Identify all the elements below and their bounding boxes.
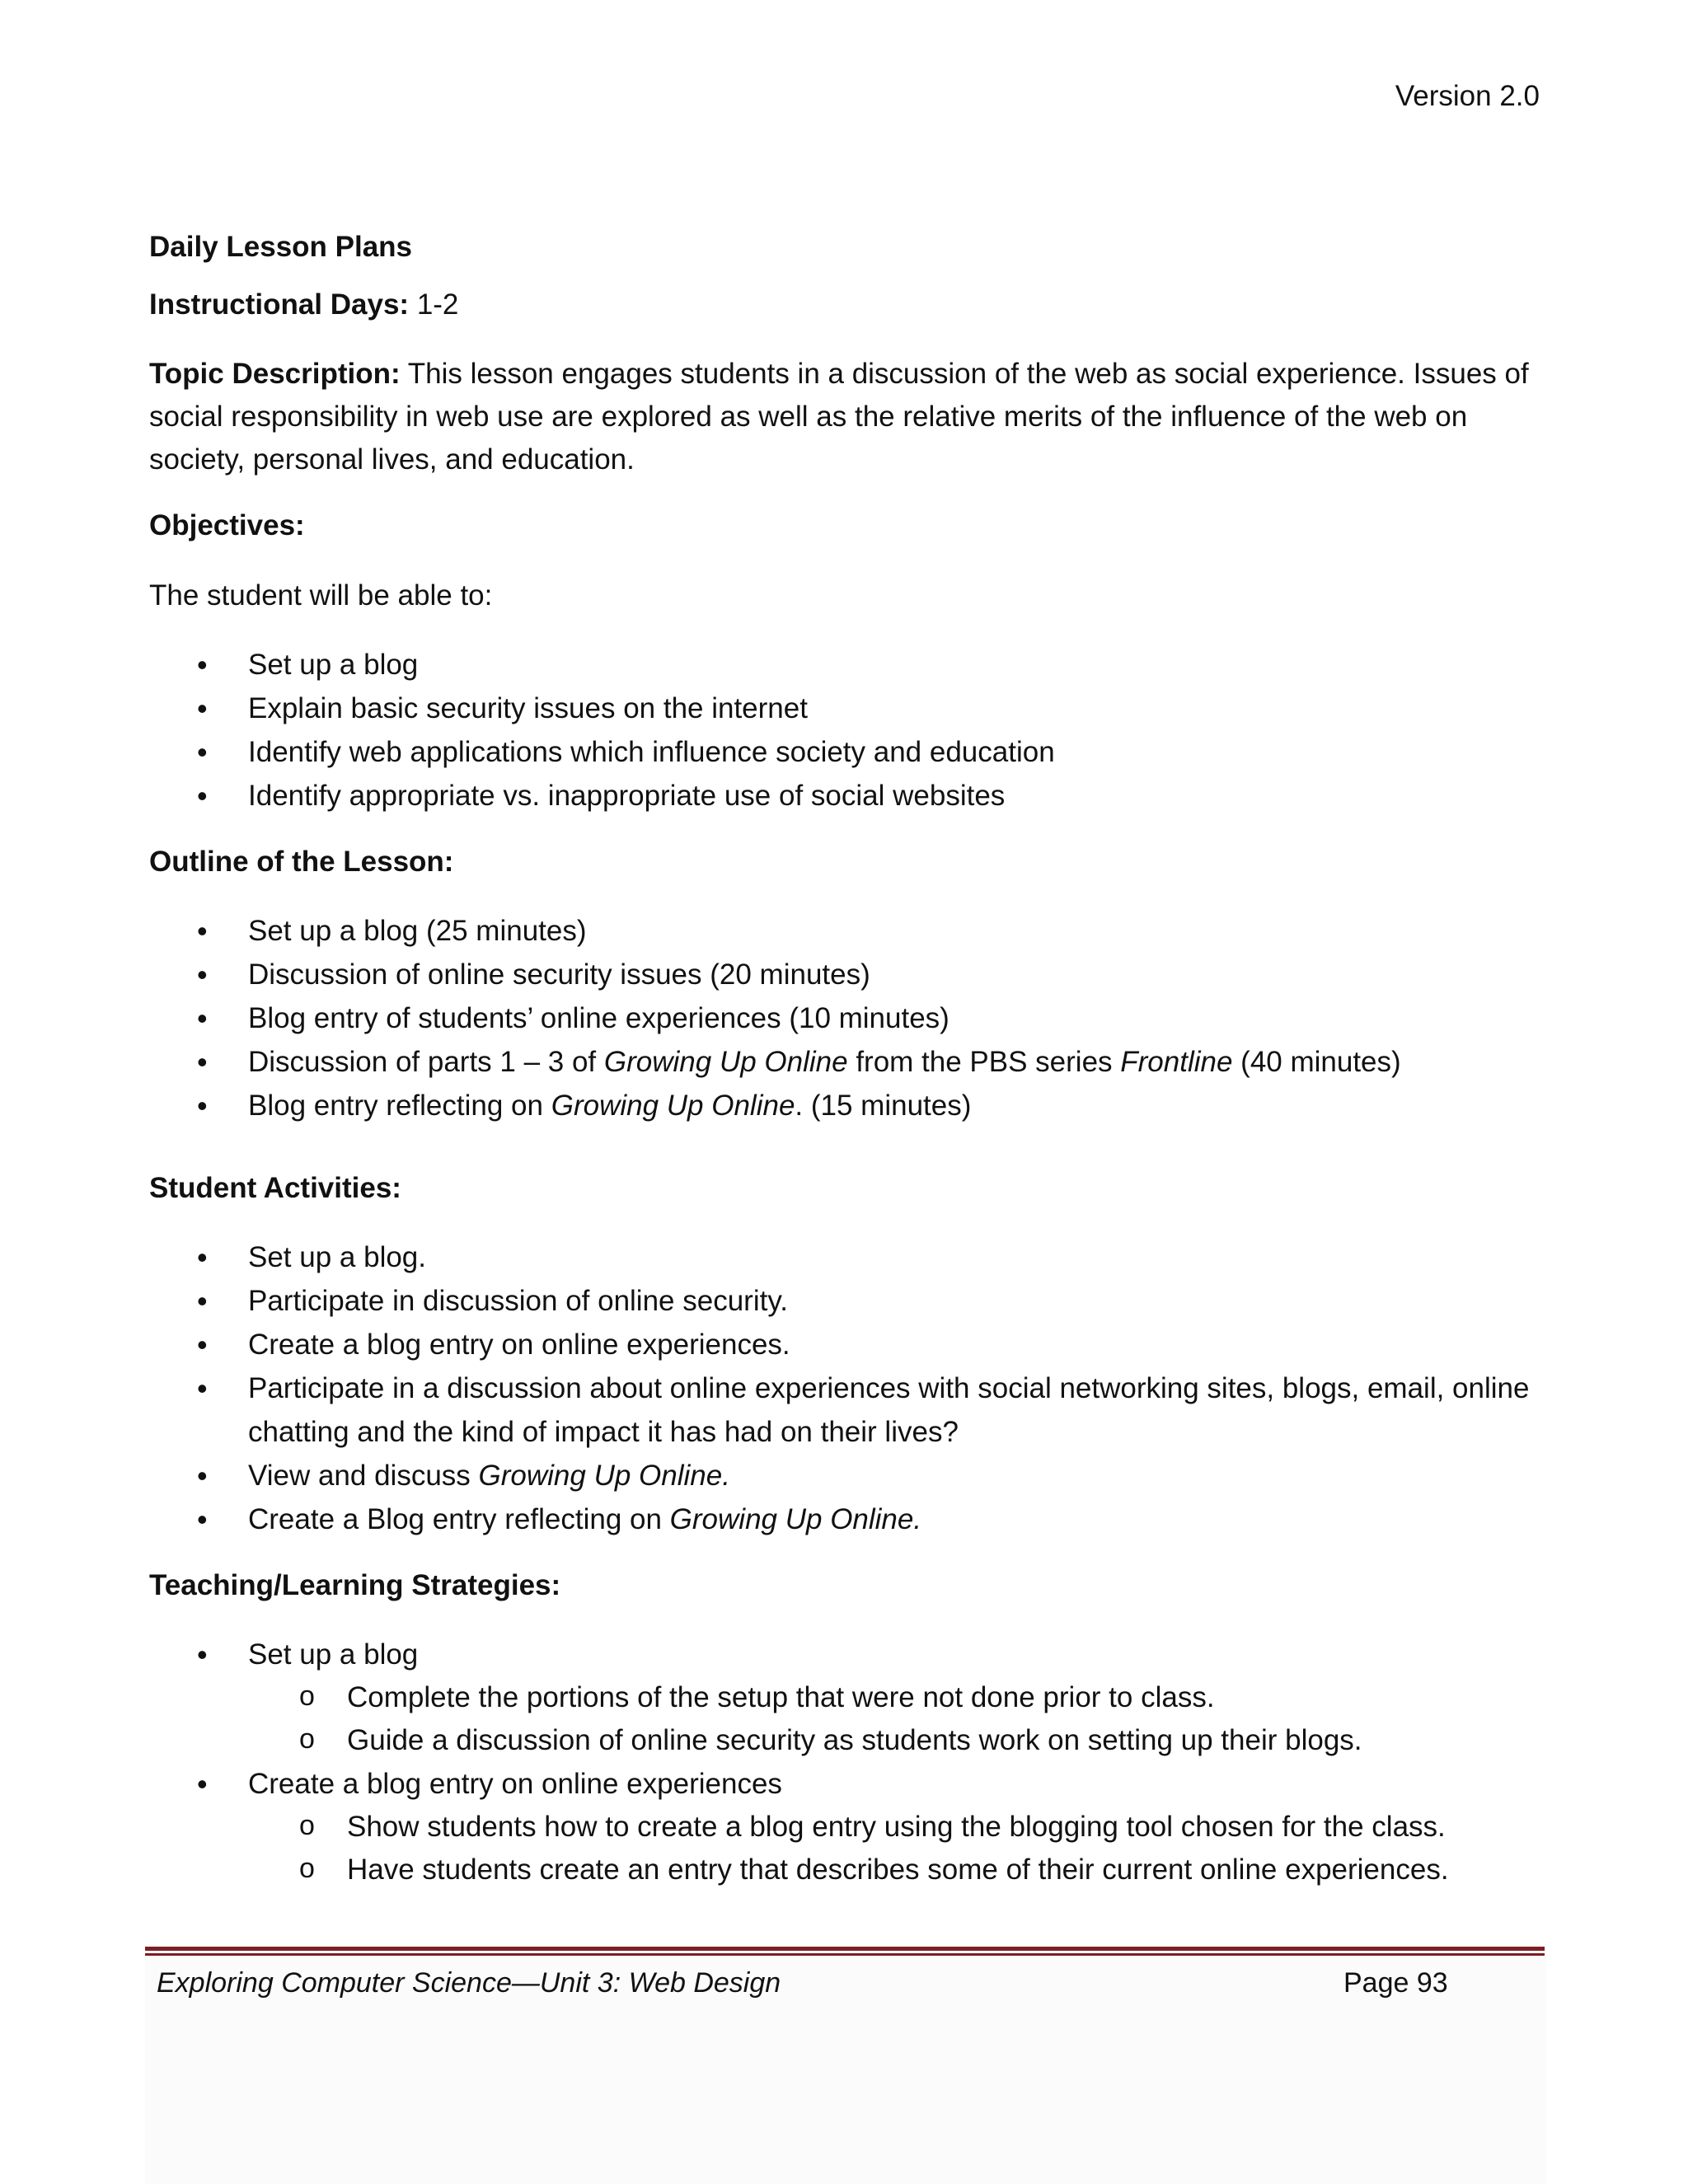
strategies-list	[149, 1633, 1550, 1676]
activities-item5-title: Growing Up Online.	[478, 1460, 730, 1492]
sub-list-item: o Have students create an entry that describes some of their current online experiences.	[149, 1849, 1550, 1891]
instructional-days	[149, 285, 1550, 325]
outline-item4-pre: Discussion of parts 1 – 3 of	[248, 1046, 604, 1078]
list-item: • Participate in a discussion about online experiences with social networking sites, blogs, email, online chatting and the kind of impact it has had on their lives?	[149, 1366, 1550, 1454]
page-number: Page 93	[1343, 1967, 1448, 1999]
list-item	[149, 1497, 1550, 1541]
list-item: • Participate in discussion of online security.	[149, 1279, 1550, 1323]
list-item	[149, 1040, 1550, 1084]
strategies-sublist	[149, 1676, 1550, 1762]
strategies-list	[149, 1762, 1550, 1806]
sub-list-item: o Show students how to create a blog entry using the blogging tool chosen for the class.	[149, 1806, 1550, 1849]
activities-list	[149, 1235, 1550, 1541]
activities-heading: Student Activities:	[149, 1172, 401, 1204]
topic-description	[149, 353, 1550, 481]
activities-item5-pre: View and discuss	[248, 1460, 479, 1492]
list-item: • Create a blog entry on online experiences.	[149, 1323, 1550, 1366]
list-item	[149, 1084, 1550, 1127]
list-item: • Discussion of online security issues (20 minutes)	[149, 953, 1550, 996]
list-item: • Identify appropriate vs. inappropriate use of social websites	[149, 774, 1550, 818]
list-item	[149, 1454, 1550, 1497]
list-item: • Blog entry of students’ online experiences (10 minutes)	[149, 996, 1550, 1040]
list-item: • Explain basic security issues on the internet	[149, 687, 1550, 730]
strategies-sublist	[149, 1806, 1550, 1891]
instructional-days-value: 1-2	[416, 288, 459, 321]
footer-course-title: Exploring Computer Science—Unit 3: Web Design	[157, 1967, 781, 1999]
objectives-intro: The student will be able to:	[149, 579, 493, 612]
page-title: Daily Lesson Plans	[149, 231, 413, 263]
outline-heading: Outline of the Lesson:	[149, 846, 454, 878]
list-item: • Set up a blog	[149, 643, 1550, 687]
outline-item5-post: . (15 minutes)	[795, 1090, 972, 1122]
activities-item6-title: Growing Up Online.	[669, 1503, 922, 1535]
footer-rule-thin	[145, 1953, 1545, 1956]
objectives-list	[149, 643, 1550, 818]
list-item: • Identify web applications which influence society and education	[149, 730, 1550, 774]
topic-description-label: Topic Description:	[149, 358, 401, 390]
lesson-plan-body	[149, 227, 1550, 1891]
outline-item4-mid: from the PBS series	[847, 1046, 1121, 1078]
outline-item4-title: Growing Up Online	[603, 1046, 848, 1078]
outline-item5-title: Growing Up Online	[551, 1090, 795, 1122]
outline-item5-pre: Blog entry reflecting on	[248, 1090, 551, 1122]
list-item: • Set up a blog	[149, 1633, 1550, 1676]
activities-item6-pre: Create a Blog entry reflecting on	[248, 1503, 670, 1535]
sub-list-item: o Complete the portions of the setup that were not done prior to class.	[149, 1676, 1550, 1719]
list-item: • Set up a blog (25 minutes)	[149, 909, 1550, 953]
list-item: • Set up a blog.	[149, 1235, 1550, 1279]
sub-list-item: o Guide a discussion of online security as students work on setting up their blogs.	[149, 1719, 1550, 1762]
strategies-heading: Teaching/Learning Strategies:	[149, 1569, 561, 1601]
outline-list	[149, 909, 1550, 1127]
footer-rule	[145, 1947, 1545, 1951]
version-label: Version 2.0	[1395, 80, 1540, 112]
instructional-days-label: Instructional Days:	[149, 288, 410, 321]
outline-item4-post: (40 minutes)	[1232, 1046, 1401, 1078]
objectives-heading: Objectives:	[149, 509, 305, 541]
topic-description-text: This lesson engages students in a discussion of the web as social experience. Issues of social responsibility in web use are explored as well as the relative merits of the influence of the web on society, personal lives, and education.	[149, 358, 1529, 476]
outline-item4-series: Frontline	[1120, 1046, 1233, 1078]
list-item: • Create a blog entry on online experiences	[149, 1762, 1550, 1806]
